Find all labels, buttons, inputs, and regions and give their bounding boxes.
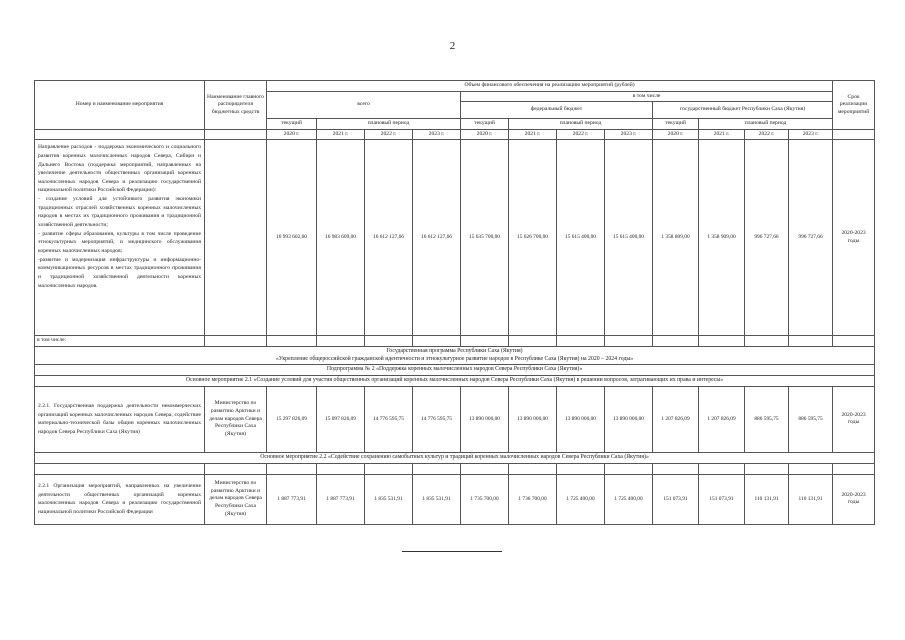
value-cell: 1 207 826,09 — [699, 386, 745, 452]
header-volume: Объем финансового обеспечения на реализацию мероприятий (рублей) — [267, 81, 833, 92]
item-211-manager: Министерство по развитию Арктики и делам народов Севера Республики Саха (Якутия) — [205, 386, 267, 452]
value-cell: 16 612 127,66 — [365, 140, 413, 336]
header-state: государственный бюджет Республики Саха (Якутия) — [653, 102, 833, 119]
including-row — [35, 336, 875, 347]
directions-paragraph: -развитие и модернизация инфраструктуры и информационно-коммуникационных ресурсов в местах традиционного проживания и традиционной хозяйственной деятельности коренных малочисленных народов. — [38, 256, 201, 289]
value-cell: 13 890 000,00 — [509, 386, 557, 452]
program-line-1: Государственная программа Республики Саха (Якутия) — [386, 347, 523, 354]
header-planned: плановый период — [317, 119, 461, 130]
page-number: 2 — [449, 40, 456, 52]
value-cell: 15 635 700,00 — [461, 140, 509, 336]
value-cell: 14 776 595,75 — [413, 386, 461, 452]
value-cell: 15 297 826,09 — [267, 386, 317, 452]
directions-description — [35, 140, 205, 336]
main-activity-2-title: Основное мероприятие 2.2 «Содействие сохранению самобытных культур и традиций коренных малочисленных народов Севера Республики Саха (Якутия)» — [35, 452, 875, 463]
main-activity-2-row — [35, 452, 875, 463]
term-cell: 2020-2023 годы — [833, 474, 875, 524]
program-line-2: «Укрепление общероссийской гражданской идентичности и этнокультурное развитие народов в Республике Саха (Якутия) на 2020 – 2024 годы» — [275, 355, 634, 362]
value-cell: 1 887 773,91 — [317, 474, 365, 524]
value-cell: 16 612 127,66 — [413, 140, 461, 336]
value-cell: 1 835 531,91 — [365, 474, 413, 524]
value-cell: 13 890 000,00 — [557, 386, 605, 452]
year-cell: 2021 г. — [509, 129, 557, 140]
header-federal: федеральный бюджет — [461, 102, 653, 119]
year-cell: 2023 г. — [605, 129, 653, 140]
header-current: текущий — [267, 119, 317, 130]
year-cell: 2020 г. — [461, 129, 509, 140]
footer-divider — [402, 551, 502, 552]
value-cell: 1 358 909,00 — [699, 140, 745, 336]
value-cell: 1 735 700,00 — [461, 474, 509, 524]
directions-paragraph: - развитие сферы образования, культуры в том числе проведение этнокультурных мероприятий, и медицинского обслуживания коренных малочисленных народов; — [38, 230, 201, 255]
value-cell: 996 727,66 — [745, 140, 789, 336]
value-cell: 15 626 700,00 — [509, 140, 557, 336]
year-cell: 2021 г. — [317, 129, 365, 140]
header-current: текущий — [461, 119, 509, 130]
value-cell: 886 595,75 — [789, 386, 833, 452]
including-label: в том числе: — [35, 336, 205, 347]
value-cell: 1 358 809,00 — [653, 140, 699, 336]
header-planned: плановый период — [509, 119, 653, 130]
header-row-1 — [35, 81, 875, 92]
year-cell: 2022 г. — [365, 129, 413, 140]
gap-row — [35, 463, 875, 474]
year-cell: 2022 г. — [745, 129, 789, 140]
value-cell: 15 615 400,00 — [605, 140, 653, 336]
item-221-manager: Министерство по развитию Арктики и делам народов Севера Республики Саха (Якутия) — [205, 474, 267, 524]
header-years-row — [35, 129, 875, 140]
value-cell: 13 890 000,00 — [605, 386, 653, 452]
value-cell: 13 890 000,00 — [461, 386, 509, 452]
value-cell: 14 776 595,75 — [365, 386, 413, 452]
item-221-name: 2.2.1 Организация мероприятий, направленных на увеличение деятельности общественных организаций коренных малочисленных народов Севера и реализацию государственной национальной политики Российской Федерации — [35, 474, 205, 524]
item-211-name: 2.2.1. Государственная поддержка деятельности некоммерческих организаций коренных малочисленных народов Севера, содействие материально-технической базы общин коренных малочисленных народов Севера Республики Саха (Якутия) — [35, 386, 205, 452]
program-title — [35, 346, 875, 365]
header-including: в том числе — [461, 91, 833, 102]
header-current: текущий — [653, 119, 699, 130]
value-cell: 1 725 400,00 — [605, 474, 653, 524]
funding-table-wrapper — [34, 80, 874, 525]
year-cell: 2020 г. — [267, 129, 317, 140]
value-cell: 16 993 602,60 — [267, 140, 317, 336]
value-cell: 110 131,91 — [789, 474, 833, 524]
value-cell: 1 736 700,00 — [509, 474, 557, 524]
value-cell: 886 595,75 — [745, 386, 789, 452]
program-row — [35, 346, 875, 365]
term-cell: 2020-2023 годы — [833, 386, 875, 452]
value-cell: 15 615 400,00 — [557, 140, 605, 336]
subprogram-title: Подпрограмма № 2 «Поддержка коренных малочисленных народов Севера Республики Саха (Якутия)» — [35, 365, 875, 376]
value-cell: 16 983 609,00 — [317, 140, 365, 336]
main-activity-1-row — [35, 376, 875, 387]
main-activity-1-title: Основное мероприятие 2.1 «Создание условий для участия общественных организаций коренных малочисленных народов Севера Республики Саха (Якутия) в решении вопросов, затрагивающих их права и интересы» — [35, 376, 875, 387]
value-cell: 996 727,66 — [789, 140, 833, 336]
value-cell: 1 725 400,00 — [557, 474, 605, 524]
directions-paragraph: - создание условий для устойчивого развития экономики традиционных отраслей хозяйственных коренных малочисленных народов в местах их традиционного проживания и традиционной хозяйственной деятельности; — [38, 196, 201, 229]
value-cell: 151 073,91 — [699, 474, 745, 524]
year-cell: 2021 г. — [699, 129, 745, 140]
header-total: всего — [267, 91, 461, 119]
year-cell: 2023 г. — [789, 129, 833, 140]
header-manager: Наименование главного распорядителя бюджетных средств — [205, 81, 267, 130]
value-cell: 1 207 826,09 — [653, 386, 699, 452]
header-term: Срок реализации мероприятий — [833, 81, 875, 130]
year-cell: 2022 г. — [557, 129, 605, 140]
value-cell: 110 131,91 — [745, 474, 789, 524]
item-221-row — [35, 474, 875, 524]
funding-table — [34, 80, 875, 525]
subprogram-row — [35, 365, 875, 376]
value-cell: 1 887 773,91 — [267, 474, 317, 524]
year-cell: 2020 г. — [653, 129, 699, 140]
value-cell: 151 073,91 — [653, 474, 699, 524]
header-planned: плановый период — [699, 119, 833, 130]
item-211-row — [35, 386, 875, 452]
term-cell: 2020-2023 годы — [833, 140, 875, 336]
value-cell: 15 097 826,09 — [317, 386, 365, 452]
year-cell: 2023 г. — [413, 129, 461, 140]
header-name: Номер и наименование мероприятия — [35, 81, 205, 130]
value-cell: 1 835 531,91 — [413, 474, 461, 524]
directions-row — [35, 140, 875, 336]
directions-paragraph: Направление расходов - поддержка экономического и социального развития коренных малочисленных народов Севера, Сибири и Дальнего Востока (поддержка мероприятий, направленных на увеличение деятельности общественных организаций коренных малочисленных народов Севера и реализацию государственной национальной политики Российской Федерации): — [38, 144, 201, 194]
